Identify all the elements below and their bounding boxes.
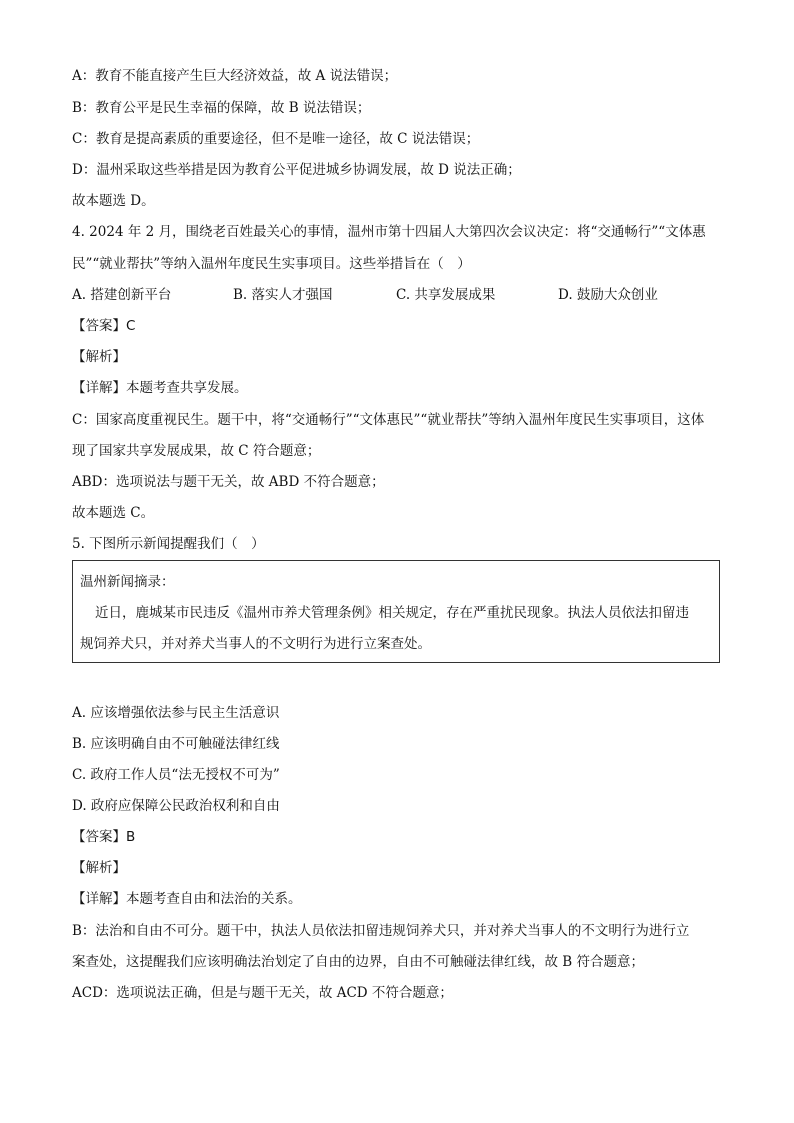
q4-analysis-c-line1: C：国家高度重视民生。题干中，将“交通畅行”“文体惠民”“就业帮扶”等纳入温州年度民生实事项目，这体 xyxy=(72,412,705,428)
q4-stem-line1: 4. 2024 年 2 月，围绕老百姓最关心的事情，温州市第十四届人大第四次会议决定：将“交通畅行”“文体惠 xyxy=(72,224,706,240)
q4-option-c: C. 共享发展成果 xyxy=(396,287,496,303)
q3-analysis-d: D：温州采取这些举措是因为教育公平促进城乡协调发展，故 D 说法正确； xyxy=(72,162,521,178)
news-body-line2: 规饲养犬只，并对养犬当事人的不文明行为进行立案查处。 xyxy=(80,636,431,652)
q3-analysis-b: B：教育公平是民生幸福的保障，故 B 说法错误； xyxy=(72,100,371,116)
q5-detail: 【详解】本题考查自由和法治的关系。 xyxy=(72,891,302,907)
q4-conclusion: 故本题选 C。 xyxy=(72,505,155,521)
q5-option-c: C. 政府工作人员“法无授权不可为” xyxy=(72,767,280,783)
q4-analysis-tag: 【解析】 xyxy=(72,349,126,365)
q5-analysis-tag: 【解析】 xyxy=(72,860,126,876)
news-body-line1: 近日，鹿城某市民违反《温州市养犬管理条例》相关规定，存在严重扰民现象。执法人员依法扣留违 xyxy=(95,605,689,621)
q4-stem-line2: 民”“就业帮扶”等纳入温州年度民生实事项目。这些举措旨在（ ） xyxy=(72,256,471,272)
q4-options xyxy=(72,285,712,305)
news-excerpt-box xyxy=(72,560,720,663)
q3-conclusion: 故本题选 D。 xyxy=(72,193,155,209)
q5-analysis-b-line1: B：法治和自由不可分。题干中，执法人员依法扣留违规饲养犬只，并对养犬当事人的不文明行为进行立 xyxy=(72,923,690,939)
q4-option-b: B. 落实人才强国 xyxy=(233,287,333,303)
q5-option-b: B. 应该明确自由不可触碰法律红线 xyxy=(72,736,280,752)
q5-answer: 【答案】B xyxy=(72,829,136,845)
q4-option-a: A. 搭建创新平台 xyxy=(72,287,172,303)
q3-analysis-c: C：教育是提高素质的重要途径，但不是唯一途径，故 C 说法错误； xyxy=(72,131,480,147)
q5-option-d: D. 政府应保障公民政治权利和自由 xyxy=(72,798,280,814)
q4-detail: 【详解】本题考查共享发展。 xyxy=(72,380,248,396)
q4-answer: 【答案】C xyxy=(72,318,136,334)
q4-option-d: D. 鼓励大众创业 xyxy=(558,287,658,303)
news-title: 温州新闻摘录： xyxy=(80,574,175,590)
q4-analysis-c-line2: 现了国家共享发展成果，故 C 符合题意； xyxy=(72,443,321,459)
q3-analysis-a: A：教育不能直接产生巨大经济效益，故 A 说法错误； xyxy=(72,68,398,84)
q4-analysis-abd: ABD：选项说法与题干无关，故 ABD 不符合题意； xyxy=(72,474,385,490)
q5-analysis-b-line2: 案查处，这提醒我们应该明确法治划定了自由的边界，自由不可触碰法律红线，故 B 符合题意； xyxy=(72,954,645,970)
q5-stem: 5. 下图所示新闻提醒我们（ ） xyxy=(72,536,265,552)
q5-analysis-acd: ACD：选项说法正确，但是与题干无关，故 ACD 不符合题意； xyxy=(72,985,453,1001)
q5-option-a: A. 应该增强依法参与民主生活意识 xyxy=(72,705,280,721)
